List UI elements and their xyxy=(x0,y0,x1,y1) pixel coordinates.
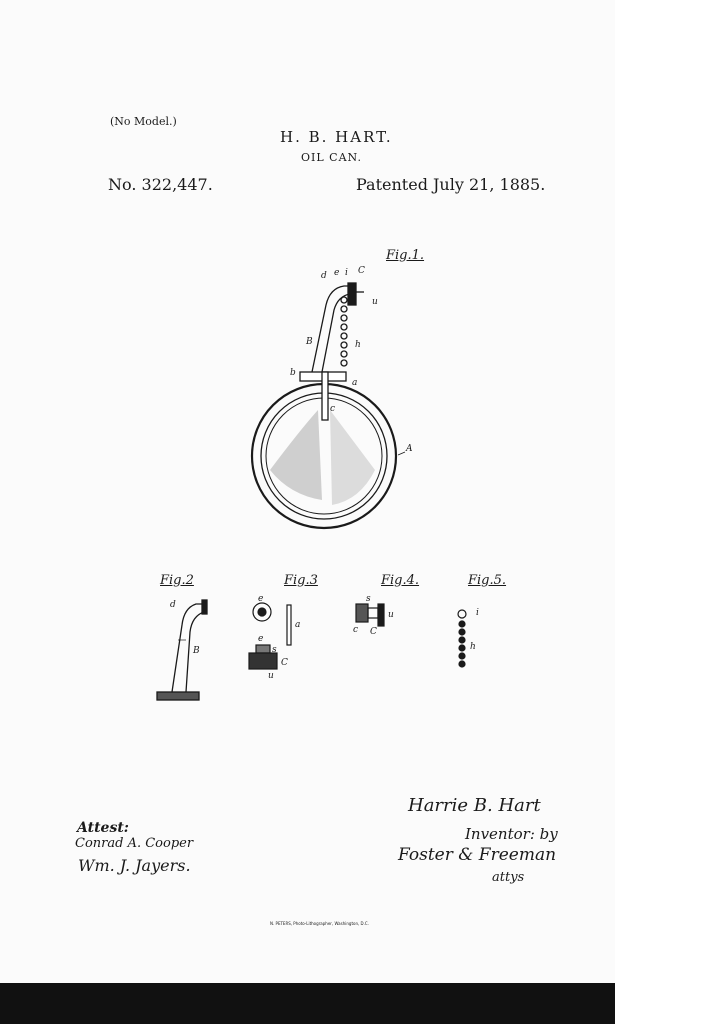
fig4-ref-u: u xyxy=(388,610,394,620)
attys-label: attys xyxy=(492,870,525,885)
ref-u: u xyxy=(372,297,378,307)
attest-label: Attest: xyxy=(77,820,129,836)
fig3-label: Fig.3 xyxy=(284,573,318,588)
fig2-ref-d: d xyxy=(170,600,176,610)
fig3-ref-u: u xyxy=(268,671,274,681)
ref-B: B xyxy=(306,337,313,347)
ref-A: A xyxy=(406,444,413,454)
fig5-ref-h: h xyxy=(470,642,476,652)
patent-number: No. 322,447. xyxy=(108,175,213,194)
fig3-ref-C: C xyxy=(281,658,288,668)
fig3-ref-a: a xyxy=(295,620,301,630)
ref-i: i xyxy=(345,268,348,278)
ref-C: C xyxy=(358,266,365,276)
inventor-label: Inventor: by xyxy=(465,825,558,843)
ref-c: c xyxy=(330,404,336,414)
ref-d: d xyxy=(321,271,327,281)
inventor-signature: Harrie B. Hart xyxy=(408,795,541,816)
fig4-label: Fig.4. xyxy=(381,573,420,588)
ref-h: h xyxy=(355,340,361,350)
fig3-ref-e2: e xyxy=(258,634,264,644)
fig5-label: Fig.5. xyxy=(468,573,507,588)
fig3-ref-s: s xyxy=(272,645,277,655)
fig3-ref-e: e xyxy=(258,594,264,604)
printer-credit: N. PETERS, Photo-Lithographer, Washington, D.C. xyxy=(270,921,369,926)
attorneys-signature: Foster & Freeman xyxy=(398,845,557,865)
ref-e: e xyxy=(334,268,340,278)
model-note: (No Model.) xyxy=(110,115,177,128)
fig4-cap-drawing xyxy=(356,604,384,626)
fig4-ref-c: c xyxy=(353,625,359,635)
fig5-chain-drawing xyxy=(458,610,466,667)
witness-2-signature: Wm. J. Jayers. xyxy=(78,856,191,875)
ref-a: a xyxy=(352,378,358,388)
ref-b: b xyxy=(290,368,296,378)
fig4-ref-C: C xyxy=(370,627,377,637)
inventor-name: H. B. HART. xyxy=(280,128,393,146)
fig1-label: Fig.1. xyxy=(386,248,425,263)
fig5-ref-i: i xyxy=(476,608,479,618)
fig4-ref-s: s xyxy=(366,594,371,604)
patent-title: OIL CAN. xyxy=(301,151,362,164)
patent-date: Patented July 21, 1885. xyxy=(356,175,546,194)
witness-1-signature: Conrad A. Cooper xyxy=(75,836,194,851)
fig1-oil-can-drawing xyxy=(252,283,405,528)
fig2-ref-B: B xyxy=(193,646,200,656)
fig2-label: Fig.2 xyxy=(160,573,194,588)
